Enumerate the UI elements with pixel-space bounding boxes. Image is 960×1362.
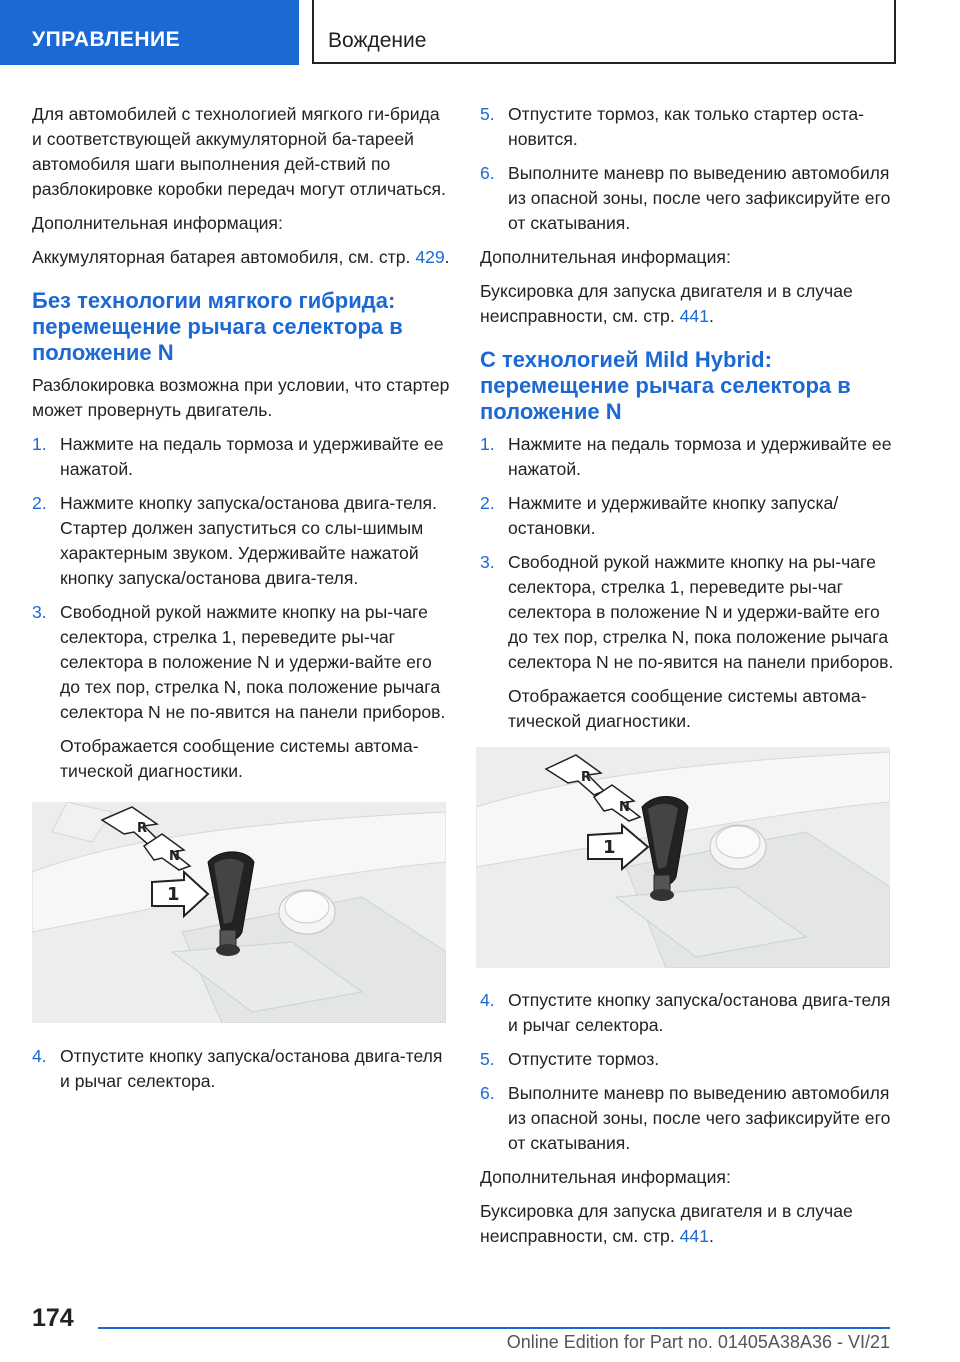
gear-selector-drawing [32, 802, 446, 1023]
figure-label-1: 1 [167, 884, 180, 905]
section-header [0, 0, 299, 65]
step-item [480, 102, 898, 152]
figure-label-r: R [137, 821, 148, 836]
reference-paragraph: Буксировка для запуска двигателя и в случае неисправности, см. стр. 441. [480, 1201, 853, 1246]
right-column [480, 102, 898, 1258]
step-text: Свободной рукой нажмите кнопку на ры-чаге селектора, стрелка 1, переведите ры-чаг селектора в положение N и удержи-вайте его до тех пор, стрелка N, пока положение рычага селектора N не по-явится на панели приборов. [60, 602, 446, 722]
figure-label-n: N [619, 800, 630, 815]
step-text: Нажмите на педаль тормоза и удерживайте ее нажатой. [508, 434, 892, 479]
left-column [32, 102, 450, 1103]
page-link[interactable]: 441 [679, 1226, 709, 1246]
step-number: 4. [480, 990, 495, 1010]
step-item [480, 550, 898, 734]
step-item [480, 1047, 898, 1072]
step-number: 2. [32, 493, 47, 513]
subsection-title: Вождение [328, 29, 427, 52]
step-text: Нажмите и удерживайте кнопку запуска/ остановки. [508, 493, 839, 538]
step-number: 1. [480, 434, 495, 454]
page-number: 174 [32, 1304, 74, 1332]
step-text: Отпустите тормоз. [508, 1049, 660, 1069]
edition-text: Online Edition for Part no. 01405A38A36 - VI/21 [506, 1332, 890, 1352]
step-number: 6. [480, 1083, 495, 1103]
page-link[interactable]: 429 [415, 247, 445, 267]
figure-label-n: N [169, 849, 180, 864]
figure-label-r: R [581, 770, 592, 785]
step-text: Нажмите кнопку запуска/останова двига-теля. Стартер должен запуститься со слы-шимым характерным звуком. Удерживайте нажатой кнопку запуска/останова двига-теля. [60, 493, 437, 588]
step-number: 1. [32, 434, 47, 454]
step-text: Отпустите тормоз, как только стартер оста-новится. [508, 104, 864, 149]
step-number: 4. [32, 1046, 47, 1066]
step-number: 3. [32, 602, 47, 622]
reference-text: Буксировка для запуска двигателя и в случае неисправности, см. стр. [480, 1201, 853, 1246]
step-item [32, 1044, 450, 1094]
gear-selector-illustration [32, 802, 446, 1023]
more-info-label: Дополнительная информация: [480, 1167, 731, 1187]
step-number: 5. [480, 104, 495, 124]
condition-paragraph: Разблокировка возможна при условии, что стартер может провернуть двигатель. [32, 375, 450, 420]
reference-text: Аккумуляторная батарея автомобиля, см. стр. [32, 247, 411, 267]
step-item [480, 988, 898, 1038]
step-text: Отпустите кнопку запуска/останова двига-теля и рычаг селектора. [508, 990, 891, 1035]
step-text: Нажмите на педаль тормоза и удерживайте ее нажатой. [60, 434, 444, 479]
step-item [480, 432, 898, 482]
section-heading: Без технологии мягкого гибрида: перемещение рычага селектора в положение N [32, 288, 403, 365]
step-item [32, 600, 450, 784]
step-item [32, 491, 450, 591]
intro-paragraph: Для автомобилей с технологией мягкого ги-бридa и соответствующей аккумуляторной ба-тареей автомобиля шаги выполнения дей-ствий по разблокировке коробки передач могут отличаться. [32, 104, 446, 199]
step-item [480, 1081, 898, 1156]
reference-paragraph: Буксировка для запуска двигателя и в случае неисправности, см. стр. 441. [480, 281, 853, 326]
footer-divider [98, 1327, 890, 1329]
section-title: УПРАВЛЕНИЕ [32, 28, 181, 51]
step-text: Выполните маневр по выведению автомобиля из опасной зоны, после чего зафиксируйте его от скатывания. [508, 163, 891, 233]
step-item [480, 491, 898, 541]
step-number: 2. [480, 493, 495, 513]
figure-label-1: 1 [603, 837, 616, 858]
step-text: Выполните маневр по выведению автомобиля из опасной зоны, после чего зафиксируйте его от скатывания. [508, 1083, 891, 1153]
step-note: Отображается сообщение системы автома-тической диагностики. [508, 686, 867, 731]
gear-selector-illustration [476, 747, 890, 968]
step-item [32, 432, 450, 482]
more-info-label: Дополнительная информация: [32, 213, 283, 233]
step-text: Отпустите кнопку запуска/останова двига-теля и рычаг селектора. [60, 1046, 443, 1091]
step-number: 3. [480, 552, 495, 572]
section-heading: С технологией Mild Hybrid: перемещение рычага селектора в положение N [480, 347, 851, 424]
page-link[interactable]: 441 [679, 306, 709, 326]
step-item [480, 161, 898, 236]
step-number: 6. [480, 163, 495, 183]
reference-text: Буксировка для запуска двигателя и в случае неисправности, см. стр. [480, 281, 853, 326]
subsection-header [312, 0, 896, 64]
more-info-label: Дополнительная информация: [480, 247, 731, 267]
step-text: Свободной рукой нажмите кнопку на ры-чаге селектора, стрелка 1, переведите ры-чаг селектора в положение N и удержи-вайте его до тех пор, стрелка N, пока положение рычага селектора N не по-явится на панели приборов. [508, 552, 894, 672]
step-note: Отображается сообщение системы автома-тической диагностики. [60, 736, 419, 781]
gear-selector-drawing [476, 747, 890, 968]
step-number: 5. [480, 1049, 495, 1069]
reference-paragraph: Аккумуляторная батарея автомобиля, см. стр. 429. [32, 247, 450, 267]
